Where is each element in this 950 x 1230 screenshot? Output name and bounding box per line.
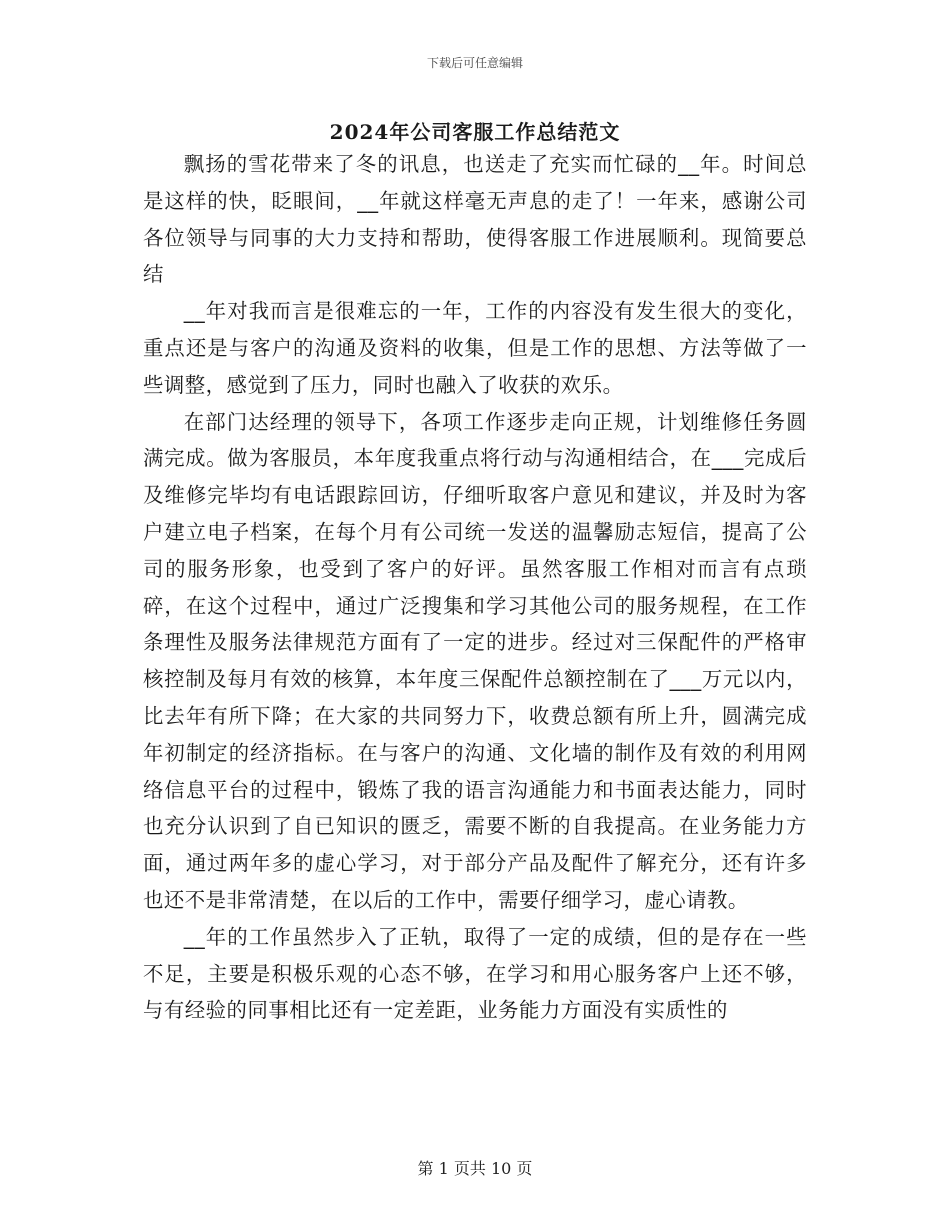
paragraph-4: __年的工作虽然步入了正轨，取得了一定的成绩，但的是存在一些不足，主要是积极乐观的心态不够，在学习和用心服务客户上还不够，与有经验的同事相比还有一定差距，业务能力方面没有实质性的: [143, 924, 807, 1023]
document-title: 2024年公司客服工作总结范文: [329, 120, 621, 144]
header-note: 下载后可任意编辑: [426, 56, 523, 70]
page-number-footer: 第 1 页共 10 页: [417, 1159, 533, 1178]
paragraph-2: __年对我而言是很难忘的一年，工作的内容没有发生很大的变化，重点还是与客户的沟通及资料的收集，但是工作的思想、方法等做了一些调整，感觉到了压力，同时也融入了收获的欢乐。: [143, 299, 807, 397]
paragraph-1: 飘扬的雪花带来了冬的讯息，也送走了充实而忙碌的__年。时间总是这样的快，眨眼间，__年就这样毫无声息的走了！一年来，感谢公司各位领导与同事的大力支持和帮助，使得客服工作进展顺利。现简要总结: [143, 152, 807, 287]
document-body: [143, 146, 807, 1029]
paragraph-3: 在部门达经理的领导下，各项工作逐步走向正规，计划维修任务圆满完成。做为客服员，本年度我重点将行动与沟通相结合，在___完成后及维修完毕均有电话跟踪回访，仔细听取客户意见和建议，并及时为客户建立电子档案，在每个月有公司统一发送的温馨励志短信，提高了公司的服务形象，也受到了客户的好评。虽然客服工作相对而言有点琐碎，在这个过程中，通过广泛搜集和学习其他公司的服务规程，在工作条理性及服务法律规范方面有了一定的进步。经过对三保配件的严格审核控制及每月有效的核算，本年度三保配件总额控制在了___万元以内，比去年有所下降；在大家的共同努力下，收费总额有所上升，圆满完成年初制定的经济指标。在与客户的沟通、文化墙的制作及有效的利用网络信息平台的过程中，锻炼了我的语言沟通能力和书面表达能力，同时也充分认识到了自已知识的匮乏，需要不断的自我提高。在业务能力方面，通过两年多的虚心学习，对于部分产品及配件了解充分，还有许多也还不是非常清楚，在以后的工作中，需要仔细学习，虚心请教。: [143, 409, 807, 912]
